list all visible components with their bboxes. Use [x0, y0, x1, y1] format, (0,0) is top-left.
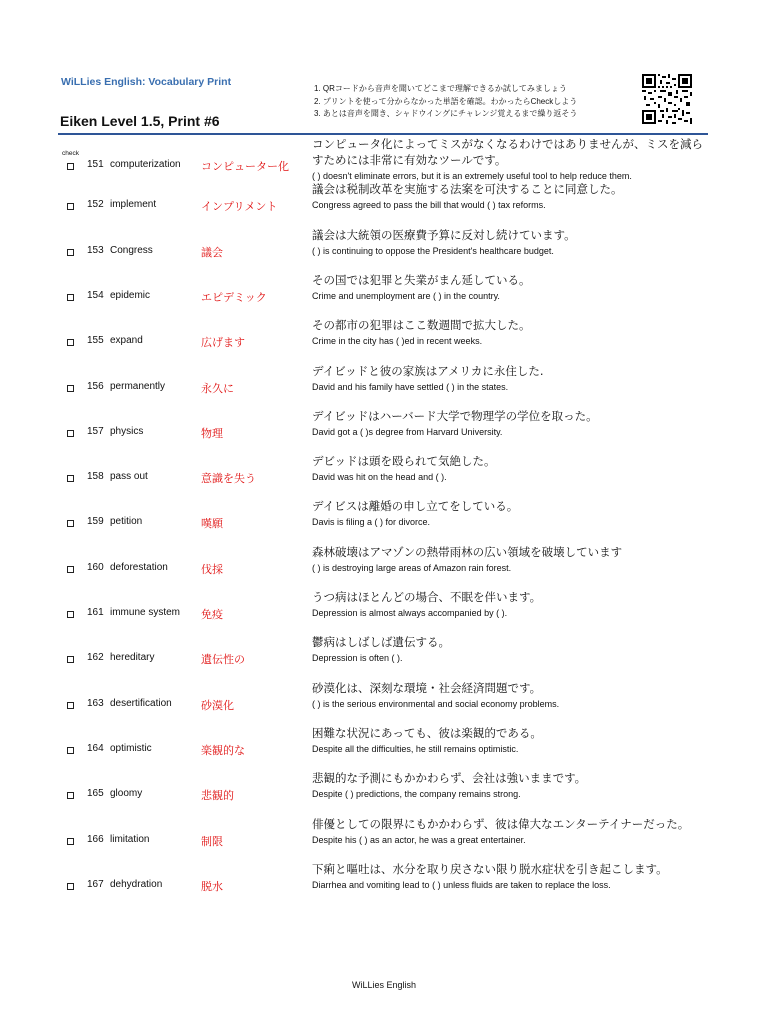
- english-sentence: Crime in the city has ( )ed in recent weeks.: [312, 336, 483, 347]
- check-box[interactable]: [67, 203, 74, 210]
- list-item: [0, 632, 768, 677]
- instructions: [314, 83, 577, 121]
- japanese-sentence: その国では犯罪と失業がまん延している。: [312, 272, 531, 287]
- english-word: hereditary: [110, 652, 155, 664]
- check-box[interactable]: [67, 249, 74, 256]
- check-box[interactable]: [67, 430, 74, 437]
- check-box[interactable]: [67, 838, 74, 845]
- japanese-sentence: 困難な状況にあっても、彼は楽観的である。: [312, 725, 542, 740]
- japanese-word: 議会: [201, 245, 223, 259]
- list-item: [0, 723, 768, 768]
- item-number: 161: [87, 607, 104, 618]
- english-word: optimistic: [110, 742, 152, 754]
- japanese-word: 物理: [201, 426, 223, 440]
- japanese-sentence: デビッドは頭を殴られて気絶した。: [312, 454, 496, 469]
- japanese-word: コンピューター化: [201, 160, 289, 173]
- item-number: 152: [87, 199, 104, 211]
- english-word: petition: [110, 516, 143, 528]
- item-number: 159: [87, 516, 104, 528]
- check-box[interactable]: [67, 520, 74, 527]
- item-number: 163: [87, 697, 104, 709]
- english-sentence: Despite all the difficulties, he still remains optimistic.: [312, 743, 519, 754]
- english-sentence: Congress agreed to pass the bill that would ( ) tax reforms.: [312, 200, 546, 211]
- japanese-sentence: コンピュータ化によってミスがなくなるわけではありませんが、ミスを減らすためには非常に有効なツールです。: [312, 137, 703, 167]
- check-box[interactable]: [67, 702, 74, 709]
- check-box[interactable]: [67, 163, 74, 170]
- list-item: [0, 678, 768, 723]
- item-number: 156: [87, 380, 104, 392]
- english-word: implement: [110, 199, 157, 211]
- english-sentence: David and his family have settled ( ) in the states.: [312, 381, 509, 392]
- check-box[interactable]: [67, 611, 74, 618]
- english-word: gloomy: [110, 788, 143, 800]
- japanese-word: 遺伝性の: [201, 653, 245, 667]
- list-item: [0, 859, 768, 904]
- english-sentence: Diarrhea and vomiting lead to ( ) unless fluids are taken to replace the loss.: [312, 879, 611, 890]
- japanese-sentence: デイビスは離婚の申し立てをしている。: [312, 499, 519, 514]
- english-sentence: Despite his ( ) as an actor, he was a great entertainer.: [312, 834, 526, 845]
- japanese-word: 楽観的な: [201, 743, 245, 757]
- footer: WiLLies English: [351, 980, 417, 990]
- japanese-word: 砂漠化: [201, 698, 234, 712]
- english-word: deforestation: [110, 561, 168, 573]
- english-sentence: David got a ( )s degree from Harvard University.: [312, 426, 503, 437]
- item-number: 153: [87, 244, 104, 256]
- brand-heading: WiLLies English: Vocabulary Print: [61, 76, 232, 88]
- japanese-sentence: うつ病はほとんどの場合、不眠を伴います。: [312, 590, 542, 604]
- english-sentence: ( ) is continuing to oppose the President's healthcare budget.: [312, 245, 554, 256]
- japanese-sentence: その都市の犯罪はここ数週間で拡大した。: [312, 318, 531, 333]
- english-sentence: David was hit on the head and ( ).: [312, 472, 447, 483]
- check-column-label: check: [62, 150, 79, 157]
- japanese-word: 永久に: [201, 381, 234, 395]
- english-word: physics: [110, 425, 144, 437]
- english-sentence: Depression is almost always accompanied by ( ).: [312, 608, 508, 618]
- item-number: 155: [87, 335, 104, 347]
- japanese-word: 制限: [201, 834, 223, 848]
- check-box[interactable]: [67, 566, 74, 573]
- qr-code[interactable]: [642, 74, 692, 124]
- japanese-sentence: デイビッドと彼の家族はアメリカに永住した.: [312, 363, 544, 378]
- list-item: [0, 451, 768, 496]
- japanese-sentence: 悲観的な予測にもかかわらず、会社は強いままです。: [312, 771, 587, 786]
- english-sentence: Crime and unemployment are ( ) in the country.: [312, 290, 500, 301]
- instruction-3: 3. あとは音声を聞き、シャドウイングにチャレンジ覚えるまで繰り返そう: [314, 109, 578, 118]
- english-word: Congress: [110, 244, 153, 256]
- print-title: Eiken Level 1.5, Print #6: [60, 113, 220, 129]
- check-box[interactable]: [67, 747, 74, 754]
- list-item: [0, 587, 768, 632]
- list-item: [0, 496, 768, 541]
- japanese-sentence: 森林破壊はアマゾンの熱帯雨林の広い領域を破壊しています: [312, 544, 623, 559]
- list-item: [0, 179, 768, 224]
- japanese-word: 広げます: [201, 336, 245, 350]
- item-number: 164: [87, 742, 104, 754]
- check-box[interactable]: [67, 475, 74, 482]
- english-sentence: ( ) is destroying large areas of Amazon rain forest.: [312, 562, 512, 573]
- japanese-word: 悲観的: [201, 789, 234, 803]
- list-item: [0, 814, 768, 859]
- item-number: 151: [87, 159, 104, 170]
- english-word: expand: [110, 335, 143, 347]
- english-word: pass out: [110, 471, 148, 483]
- item-number: 167: [87, 878, 104, 890]
- item-number: 160: [87, 561, 104, 573]
- english-word: computerization: [110, 159, 181, 170]
- japanese-sentence: 下痢と嘔吐は、水分を取り戻さない限り脱水症状を引き起こします。: [312, 861, 668, 876]
- english-word: immune system: [110, 607, 181, 618]
- japanese-sentence: 砂漠化は、深刻な環境・社会経済問題です。: [312, 680, 542, 695]
- japanese-word: 免疫: [201, 608, 223, 621]
- english-word: epidemic: [110, 289, 151, 301]
- english-word: desertification: [110, 697, 172, 709]
- check-box[interactable]: [67, 385, 74, 392]
- english-sentence: Depression is often ( ).: [312, 653, 403, 664]
- check-box[interactable]: [67, 656, 74, 663]
- japanese-word: 脱水: [201, 879, 223, 893]
- japanese-word: 意識を失う: [201, 472, 256, 486]
- item-number: 154: [87, 289, 104, 301]
- english-sentence: ( ) doesn't eliminate errors, but it is an extremely useful tool to help reduce them.: [312, 171, 632, 181]
- english-sentence: Davis is filing a ( ) for divorce.: [312, 517, 431, 528]
- japanese-word: エピデミック: [201, 290, 267, 304]
- item-number: 158: [87, 471, 104, 483]
- item-number: 162: [87, 652, 104, 664]
- english-sentence: Despite ( ) predictions, the company remains strong.: [312, 789, 521, 800]
- list-item: [0, 361, 768, 406]
- english-sentence: ( ) is the serious environmental and social economy problems.: [312, 698, 560, 709]
- check-box[interactable]: [67, 339, 74, 346]
- item-number: 157: [87, 425, 104, 437]
- japanese-word: インプリメント: [201, 200, 278, 214]
- item-number: 166: [87, 833, 104, 845]
- english-word: dehydration: [110, 878, 163, 890]
- list-item: [0, 315, 768, 360]
- list-item: [0, 406, 768, 451]
- list-item: [0, 768, 768, 813]
- list-item: [0, 225, 768, 270]
- japanese-word: 嘆願: [201, 517, 223, 531]
- english-word: limitation: [110, 833, 150, 845]
- japanese-sentence: 議会は税制改革を実施する法案を可決することに同意した。: [312, 182, 623, 197]
- check-box[interactable]: [67, 792, 74, 799]
- english-word: permanently: [110, 380, 166, 392]
- list-item: [0, 542, 768, 587]
- japanese-sentence: 鬱病はしばしば遺伝する。: [312, 635, 450, 650]
- japanese-sentence: 俳優としての限界にもかかわらず、彼は偉大なエンターテイナーだった。: [312, 816, 690, 831]
- japanese-sentence: デイビッドはハーバード大学で物理学の学位を取った。: [312, 408, 598, 423]
- list-item: [0, 134, 768, 179]
- check-box[interactable]: [67, 883, 74, 890]
- japanese-word: 伐採: [201, 562, 223, 576]
- list-item: [0, 270, 768, 315]
- instruction-2: 2. プリントを使って分からなかった単語を確認。わかったらCheckしよう: [314, 96, 578, 106]
- item-number: 165: [87, 788, 104, 800]
- instruction-1: 1. QRコードから音声を聞いてどこまで理解できるか試してみましょう: [314, 84, 567, 93]
- japanese-sentence: 議会は大統領の医療費予算に反対し続けています。: [312, 227, 576, 242]
- check-box[interactable]: [67, 294, 74, 301]
